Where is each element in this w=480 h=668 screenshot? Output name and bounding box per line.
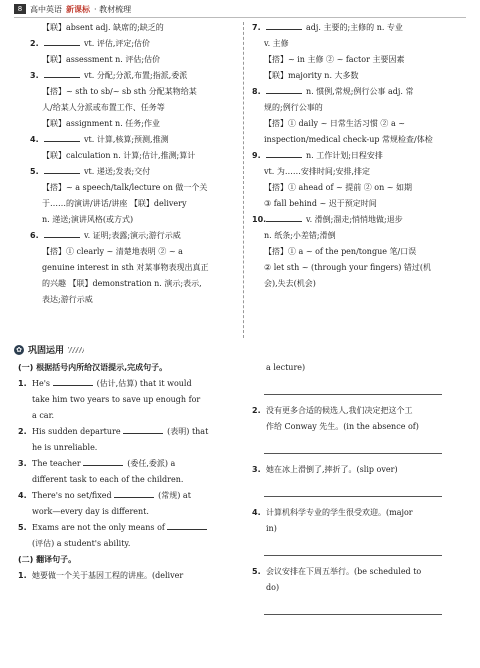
- item-number: 4.: [18, 491, 27, 500]
- vocab-item: [30, 228, 242, 244]
- vocab-note: [252, 116, 452, 132]
- exercise-item: [18, 520, 240, 536]
- exercise-item: [18, 424, 240, 440]
- item-number: 3.: [30, 71, 39, 80]
- exercise-item: [18, 488, 240, 504]
- vocab-note: [252, 180, 452, 196]
- vocab-note: [252, 164, 452, 180]
- item-text: 【联】absent adj. 缺席的;缺乏的: [42, 23, 164, 32]
- item-text: vt. 计算,核算;预测,推测: [84, 135, 169, 144]
- vocab-note: [252, 196, 452, 212]
- item-text: 的兴趣 【联】demonstration n. 演示;表示,: [42, 279, 202, 288]
- item-number: 1.: [18, 571, 27, 580]
- vocab-note: [30, 196, 242, 212]
- item-number: 3.: [18, 459, 27, 468]
- answer-blank[interactable]: [83, 456, 123, 466]
- vocab-note: [252, 260, 452, 276]
- item-text: 【联】assignment n. 任务;作业: [42, 119, 160, 128]
- answer-line[interactable]: [264, 482, 442, 497]
- item-text: ② let sth ~ (through your fingers) 错过(机: [264, 263, 432, 272]
- vocab-note: [252, 100, 452, 116]
- item-number: 2.: [18, 427, 27, 436]
- vocab-note: [30, 180, 242, 196]
- item-text: 会),失去(机会): [264, 279, 316, 288]
- translation-item: [252, 462, 452, 478]
- translation-item: [18, 568, 240, 584]
- item-text: 表达;游行示威: [42, 295, 93, 304]
- translation-item: [252, 580, 452, 596]
- hint-text: (估计,估算) that it would: [96, 379, 192, 388]
- vocab-note: [30, 260, 242, 276]
- item-text: inspection/medical check-up 常规检查/体检: [264, 135, 433, 144]
- item-text: 【搭】① a ~ of the pen/tongue 笔/口误: [264, 247, 417, 256]
- item-number: 6.: [30, 231, 39, 240]
- vocab-note: [30, 20, 242, 36]
- vocab-note: [30, 84, 242, 100]
- answer-blank[interactable]: [266, 84, 302, 94]
- item-text: 规的;例行公事的: [264, 103, 323, 112]
- prompt-text: in): [266, 524, 277, 533]
- exercise-right-column: [252, 360, 452, 623]
- item-text: v. 主修: [264, 39, 289, 48]
- answer-blank[interactable]: [114, 488, 154, 498]
- exercise-item-cont: [18, 392, 240, 408]
- vocab-left-column: [30, 20, 242, 308]
- vocab-note: [30, 276, 242, 292]
- vocab-note: [30, 116, 242, 132]
- exercise-item: [18, 456, 240, 472]
- header-subject: 高中英语: [30, 4, 62, 14]
- vocab-note: [252, 132, 452, 148]
- item-number: 9.: [252, 151, 261, 160]
- item-text: 【搭】~ a speech/talk/lecture on 做一个关: [42, 183, 208, 192]
- translation-item: [252, 521, 452, 537]
- answer-blank[interactable]: [44, 132, 80, 142]
- prompt-text: 计算机科学专业的学生很受欢迎。(major: [266, 508, 413, 517]
- item-text: 【搭】~ sth to sb/~ sb sth 分配某物给某: [42, 87, 197, 96]
- vocab-right-column: [252, 20, 452, 292]
- vocab-item: [30, 164, 242, 180]
- answer-blank[interactable]: [266, 148, 302, 158]
- page-header: [14, 2, 131, 16]
- section-title: 巩固运用: [28, 346, 65, 356]
- item-text: vt. 为……安排时间;安排,排定: [264, 167, 371, 176]
- exercise-item-cont: [18, 472, 240, 488]
- item-number: 10.: [252, 215, 267, 224]
- item-text: ③ fall behind ~ 迟于预定时间: [264, 199, 377, 208]
- exercise-item-cont: [18, 408, 240, 424]
- header-rule: [14, 17, 466, 18]
- item-text: 【搭】① ahead of ~ 提前 ② on ~ 如期: [264, 183, 413, 192]
- item-number: 5.: [30, 167, 39, 176]
- item-text: 【搭】~ in 主修 ② ~ factor 主要因素: [264, 55, 405, 64]
- item-text: n. 工作计划;日程安排: [306, 151, 383, 160]
- vocab-note: [252, 228, 452, 244]
- sentence-text: he is unreliable.: [32, 443, 98, 452]
- item-number: 5.: [252, 567, 261, 576]
- answer-line[interactable]: [264, 541, 442, 556]
- item-text: 【搭】① clearly ~ 清楚地表明 ② ~ a: [42, 247, 183, 256]
- vocab-note: [30, 292, 242, 308]
- flower-icon: ✿: [14, 345, 24, 355]
- item-text: n. 惯例,常规;例行公事 adj. 常: [306, 87, 414, 96]
- answer-line[interactable]: [264, 439, 442, 454]
- translation-item: [252, 564, 452, 580]
- header-section: · 教材梳理: [94, 4, 132, 14]
- sentence-text: work—every day is different.: [32, 507, 149, 516]
- header-brand: 新课标: [66, 4, 90, 14]
- vocab-item: [252, 84, 452, 100]
- sentence-text: There's no set/fixed: [32, 491, 115, 500]
- item-text: v. 证明;表露;演示;游行示威: [84, 231, 181, 240]
- prompt-text: 她在冰上滑倒了,摔折了。(slip over): [266, 465, 398, 474]
- hint-text: (常规) at: [158, 491, 191, 500]
- vocab-note: [252, 36, 452, 52]
- vocab-item: [252, 20, 452, 36]
- vocab-item: [252, 212, 452, 228]
- part1-title: (一) 根据括号内所给汉语提示,完成句子。: [18, 363, 168, 372]
- exercise-left-column: [18, 360, 240, 584]
- translation-item: [252, 419, 452, 435]
- item-text: vt. 评估,评定;估价: [84, 39, 151, 48]
- prompt-text: do): [266, 583, 280, 592]
- hint-text: (表明) that: [167, 427, 209, 436]
- answer-blank[interactable]: [44, 36, 80, 46]
- item-number: 4.: [30, 135, 39, 144]
- item-number: 5.: [18, 523, 27, 532]
- prompt-text: 没有更多合适的候选人,我们决定把这个工: [266, 406, 413, 415]
- item-text: 于……的演讲/讲话/讲座 【联】delivery: [42, 199, 187, 208]
- sentence-text: He's: [32, 379, 53, 388]
- vocab-note: [252, 244, 452, 260]
- item-text: n. 递送;演讲风格(或方式): [42, 215, 134, 224]
- answer-blank[interactable]: [53, 376, 93, 386]
- vocab-note: [30, 52, 242, 68]
- item-text: vt. 递送;发表;交付: [84, 167, 151, 176]
- column-divider: [243, 22, 244, 338]
- translation-item: [252, 403, 452, 419]
- answer-blank[interactable]: [44, 228, 80, 238]
- stripe-decoration: [68, 347, 84, 353]
- answer-blank[interactable]: [266, 20, 302, 30]
- sentence-text: take him two years to save up enough for: [32, 395, 201, 404]
- vocab-item: [252, 148, 452, 164]
- answer-blank[interactable]: [167, 520, 207, 530]
- sentence-text: a car.: [32, 411, 55, 420]
- sentence-text: Exams are not the only means of: [32, 523, 168, 532]
- answer-line[interactable]: [264, 600, 442, 615]
- item-text: adj. 主要的;主修的 n. 专业: [306, 23, 403, 32]
- hint-text: (委任,委派) a: [127, 459, 176, 468]
- exercise-item: [18, 376, 240, 392]
- item-text: n. 纸条;小差错;滑倒: [264, 231, 336, 240]
- item-number: 7.: [252, 23, 261, 32]
- sentence-text: different task to each of the children.: [32, 475, 184, 484]
- part2-title: (二) 翻译句子。: [18, 555, 77, 564]
- item-text: 【联】majority n. 大多数: [264, 71, 359, 80]
- item-text: 人/给某人分派或布置工作、任务等: [42, 103, 165, 112]
- prompt-text: a lecture): [266, 363, 306, 372]
- page-number: 8: [14, 4, 26, 14]
- item-number: 2.: [30, 39, 39, 48]
- item-text: 【联】assessment n. 评估;估价: [42, 55, 161, 64]
- vocab-note: [30, 212, 242, 228]
- practice-section-header: [14, 343, 84, 356]
- vocab-note: [252, 52, 452, 68]
- prompt-text: 会议安排在下周五举行。(be scheduled to: [266, 567, 422, 576]
- item-text: v. 滑倒;溜走;悄悄地做;退步: [306, 215, 403, 224]
- answer-line[interactable]: [264, 380, 442, 395]
- hint-text: (评估) a student's ability.: [32, 539, 131, 548]
- prompt-text: 她要做一个关于基因工程的讲座。(deliver: [32, 571, 184, 580]
- translation-item: [252, 505, 452, 521]
- item-text: genuine interest in sth 对某事物表现出真正: [42, 263, 209, 272]
- vocab-item: [30, 68, 242, 84]
- vocab-note: [252, 68, 452, 84]
- vocab-note: [30, 148, 242, 164]
- answer-blank[interactable]: [123, 424, 163, 434]
- prompt-text: 作给 Conway 先生。(in the absence of): [266, 422, 419, 431]
- vocab-note: [30, 100, 242, 116]
- item-text: 【搭】① daily ~ 日常生活习惯 ② a ~: [264, 119, 405, 128]
- sentence-text: The teacher: [32, 459, 84, 468]
- sentence-text: His sudden departure: [32, 427, 124, 436]
- item-number: 1.: [18, 379, 27, 388]
- vocab-item: [30, 36, 242, 52]
- exercise-item-cont: [18, 504, 240, 520]
- item-number: 8.: [252, 87, 261, 96]
- exercise-item-cont: [18, 536, 240, 552]
- item-text: vt. 分配;分派,布置;指派,委派: [84, 71, 188, 80]
- answer-blank[interactable]: [266, 212, 302, 222]
- item-text: 【联】calculation n. 计算;估计,推测;算计: [42, 151, 196, 160]
- exercise-item-cont: [18, 440, 240, 456]
- item-number: 3.: [252, 465, 261, 474]
- item-number: 4.: [252, 508, 261, 517]
- vocab-note: [252, 276, 452, 292]
- answer-blank[interactable]: [44, 164, 80, 174]
- vocab-item: [30, 132, 242, 148]
- translation-item: [252, 360, 452, 376]
- answer-blank[interactable]: [44, 68, 80, 78]
- item-number: 2.: [252, 406, 261, 415]
- vocab-note: [30, 244, 242, 260]
